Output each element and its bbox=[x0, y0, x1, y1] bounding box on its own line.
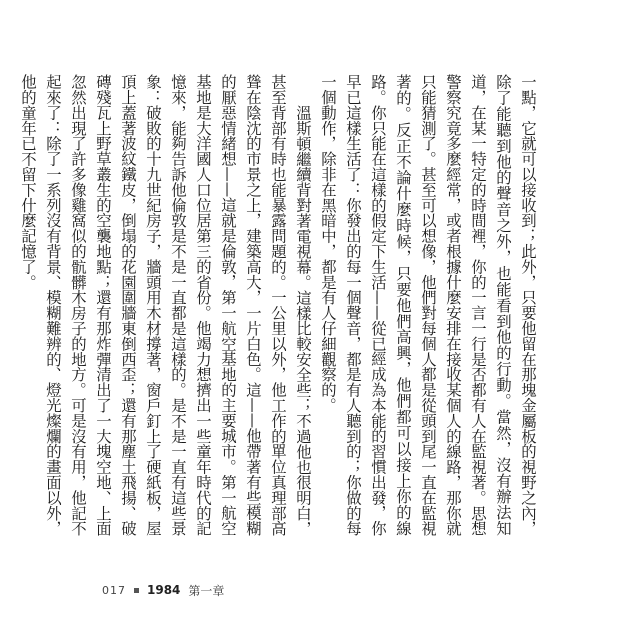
paragraph: 一點，它就可以接收到；此外，只要他留在那塊金屬板的視野之內，除了能聽到他的聲音之外，也能看到他的行動。當然，沒有辦法知道，在某一特定的時間裡，你的一言一行是否都有人在監視著。思想警察究竟多麼經常，或者根據什麼安排在接收某個人的線路，那你就只能猜測了。甚至可以想像，他們對每個人都是從頭到尾一直在監視著的。反正不論什麼時候，只要他們高興，他們都可以接上你的線路。你只能在這樣的假定下生活——從已經成為本能的習慣出發，你早已這樣生活了：你發出的每一個聲音，都是有人聽到的；你做的每一個動作，除非在黑暗中，都是有人仔細觀察的。 bbox=[319, 74, 537, 536]
page-footer bbox=[102, 580, 224, 600]
book-title: 1984 bbox=[147, 583, 181, 597]
paragraph: 溫斯頓繼續背對著電視幕。這樣比較安全些；不過他也很明白，甚至背部有時也能暴露問題的。一公里以外，他工作的單位真理部高聳在陰沈的市景之上，建築高大，一片白色。這——他帶著有些模糊的厭惡情緒想——這就是倫敦，第一航空基地的主要城市。第一航空基地是大洋國人口位居第三的省份。他竭力想擠出一些童年時代的記憶來，能夠告訴他倫敦是不是一直都是這樣的。是不是一直有這些景象：破敗的十九世紀房子，牆頭用木材撐著，窗戶釘上了硬紙板，屋頂上蓋著波紋鐵皮，倒塌的花園圍牆東倒西歪；還有那塵土飛揚、破磚殘瓦上野草叢生的空襲地點；還有那炸彈清出了一大塊空地、上面忽然出現了許多像雞窩似的骯髒木房子的地方。可是沒有用，他記不起來了：除了一系列沒有背景、模糊難辨的、燈光燦爛的畫面以外，他的童年已不留下什麼記憶了。 bbox=[19, 74, 312, 536]
chapter-label: 第一章 bbox=[188, 583, 225, 598]
separator-square-icon bbox=[134, 588, 139, 593]
page-number: 017 bbox=[102, 583, 126, 597]
body-text bbox=[19, 74, 540, 536]
